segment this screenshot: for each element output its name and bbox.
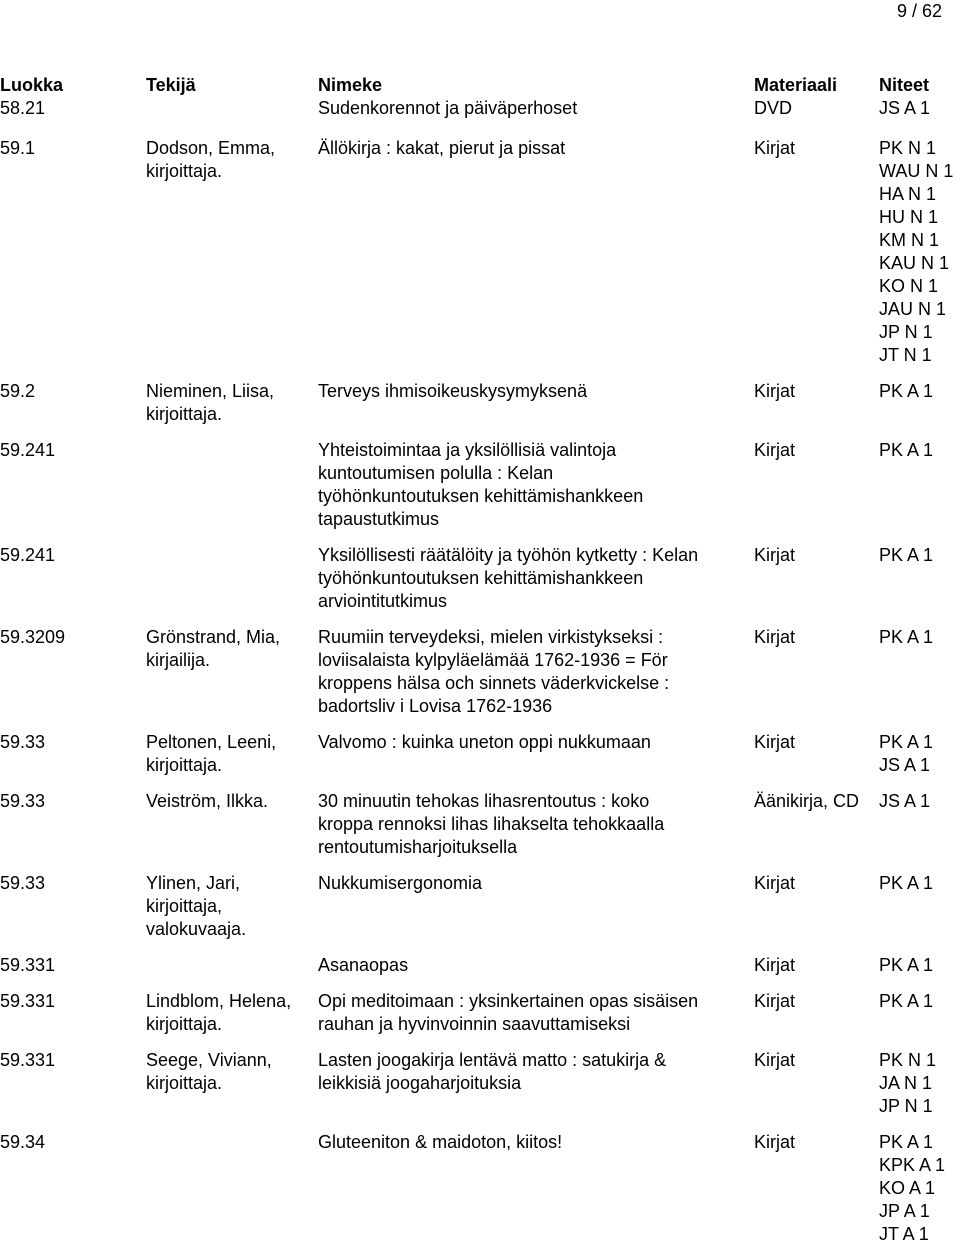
nimeke-cell	[318, 439, 750, 531]
table-row	[0, 137, 960, 367]
niteet-line: JAU N 1	[879, 299, 947, 319]
tekija-line: Dodson, Emma,	[146, 138, 276, 158]
nimeke-line: Ällökirja : kakat, pierut ja pissat	[318, 138, 566, 158]
materiaali-cell: Kirjat	[754, 955, 796, 975]
nimeke-line: Terveys ihmisoikeuskysymyksenä	[318, 381, 588, 401]
niteet-line: JS A 1	[879, 98, 931, 118]
tekija-cell	[146, 872, 312, 941]
niteet-line: JS A 1	[879, 755, 931, 775]
niteet-cell	[879, 872, 960, 895]
nimeke-line: Valvomo : kuinka uneton oppi nukkumaan	[318, 732, 651, 752]
nimeke-line: Gluteeniton & maidoton, kiitos!	[318, 1132, 563, 1152]
tekija-line: Seege, Viviann,	[146, 1050, 272, 1070]
nimeke-line: Yksilöllisesti räätälöity ja työhön kytketty : Kelan	[318, 545, 699, 565]
materiaali-cell: Kirjat	[754, 138, 796, 158]
niteet-line: KM N 1	[879, 230, 940, 250]
nimeke-line: kroppa rennoksi lihas lihakselta tehokkaalla	[318, 814, 665, 834]
luokka-cell: 59.331	[0, 991, 56, 1011]
nimeke-line: Sudenkorennot ja päiväperhoset	[318, 98, 578, 118]
header-nimeke: Nimeke	[318, 75, 383, 95]
niteet-cell	[879, 1131, 960, 1246]
nimeke-line: rauhan ja hyvinvoinnin saavuttamiseksi	[318, 1014, 631, 1034]
tekija-line: Peltonen, Leeni,	[146, 732, 277, 752]
tekija-line: valokuvaaja.	[146, 919, 247, 939]
niteet-line: PK A 1	[879, 873, 934, 893]
luokka-cell: 59.33	[0, 873, 46, 893]
materiaali-cell: DVD	[754, 98, 793, 118]
materiaali-cell: Kirjat	[754, 1050, 796, 1070]
luokka-cell: 58.21	[0, 98, 46, 118]
luokka-cell: 59.33	[0, 732, 46, 752]
table-row	[0, 872, 960, 941]
luokka-cell: 59.34	[0, 1132, 46, 1152]
luokka-cell: 59.241	[0, 440, 56, 460]
luokka-cell: 59.2	[0, 381, 36, 401]
niteet-line: KO N 1	[879, 276, 939, 296]
luokka-cell: 59.1	[0, 138, 36, 158]
materiaali-cell: Kirjat	[754, 991, 796, 1011]
luokka-cell: 59.33	[0, 791, 46, 811]
niteet-line: JT N 1	[879, 345, 932, 365]
niteet-line: PK A 1	[879, 732, 934, 752]
tekija-line: kirjoittaja.	[146, 1073, 223, 1093]
materiaali-cell: Äänikirja, CD	[754, 791, 860, 811]
niteet-cell	[879, 990, 960, 1013]
niteet-cell	[879, 97, 960, 120]
niteet-line: KPK A 1	[879, 1155, 946, 1175]
table-row	[0, 626, 960, 718]
table-row	[0, 954, 960, 977]
header-luokka: Luokka	[0, 75, 64, 95]
materiaali-cell: Kirjat	[754, 732, 796, 752]
tekija-line: Grönstrand, Mia,	[146, 627, 281, 647]
tekija-line: kirjoittaja.	[146, 755, 223, 775]
materiaali-cell: Kirjat	[754, 1132, 796, 1152]
tekija-cell	[146, 1049, 312, 1095]
nimeke-line: Nukkumisergonomia	[318, 873, 483, 893]
niteet-line: HU N 1	[879, 207, 939, 227]
luokka-cell: 59.3209	[0, 627, 66, 647]
catalog-table	[0, 97, 960, 1259]
niteet-cell	[879, 439, 960, 462]
luokka-cell: 59.331	[0, 1050, 56, 1070]
table-row	[0, 544, 960, 613]
niteet-cell	[879, 626, 960, 649]
nimeke-cell	[318, 626, 750, 718]
tekija-line: kirjoittaja.	[146, 404, 223, 424]
materiaali-cell: Kirjat	[754, 873, 796, 893]
niteet-line: PK A 1	[879, 381, 934, 401]
niteet-cell	[879, 544, 960, 567]
niteet-line: PK N 1	[879, 1050, 937, 1070]
niteet-line: PK N 1	[879, 138, 937, 158]
niteet-line: JA N 1	[879, 1073, 933, 1093]
nimeke-line: tapaustutkimus	[318, 509, 440, 529]
nimeke-line: kuntoutumisen polulla : Kelan	[318, 463, 554, 483]
niteet-line: PK A 1	[879, 991, 934, 1011]
nimeke-cell	[318, 790, 750, 859]
nimeke-cell	[318, 954, 750, 977]
nimeke-cell	[318, 872, 750, 895]
niteet-line: KAU N 1	[879, 253, 950, 273]
tekija-cell	[146, 731, 312, 777]
niteet-line: JP A 1	[879, 1201, 930, 1221]
nimeke-line: 30 minuutin tehokas lihasrentoutus : koko	[318, 791, 650, 811]
nimeke-line: badortsliv i Lovisa 1762-1936	[318, 696, 553, 716]
tekija-line: Veiström, Ilkka.	[146, 791, 269, 811]
nimeke-cell	[318, 1131, 750, 1154]
header-tekija: Tekijä	[146, 75, 196, 95]
nimeke-cell	[318, 137, 750, 160]
niteet-line: JP N 1	[879, 322, 933, 342]
niteet-cell	[879, 380, 960, 403]
niteet-line: KO A 1	[879, 1178, 936, 1198]
header-materiaali: Materiaali	[754, 75, 838, 95]
luokka-cell: 59.331	[0, 955, 56, 975]
table-header	[0, 74, 960, 97]
nimeke-line: leikkisiä joogaharjoituksia	[318, 1073, 522, 1093]
table-row	[0, 1049, 960, 1118]
nimeke-line: loviisalaista kylpyläelämää 1762-1936 = För	[318, 650, 668, 670]
luokka-cell: 59.241	[0, 545, 56, 565]
table-row	[0, 790, 960, 859]
tekija-line: kirjailija.	[146, 650, 211, 670]
table-row	[0, 97, 960, 120]
niteet-cell	[879, 137, 960, 367]
table-row	[0, 380, 960, 426]
niteet-cell	[879, 731, 960, 777]
tekija-line: kirjoittaja.	[146, 1014, 223, 1034]
nimeke-line: Ruumiin terveydeksi, mielen virkistykseksi :	[318, 627, 664, 647]
niteet-line: PK A 1	[879, 955, 934, 975]
page-number: 9 / 62	[896, 1, 942, 21]
niteet-line: PK A 1	[879, 1132, 934, 1152]
materiaali-cell: Kirjat	[754, 440, 796, 460]
niteet-line: PK A 1	[879, 627, 934, 647]
nimeke-line: Asanaopas	[318, 955, 409, 975]
header-niteet: Niteet	[879, 75, 930, 95]
niteet-cell	[879, 1049, 960, 1118]
nimeke-line: arviointitutkimus	[318, 591, 448, 611]
tekija-cell	[146, 790, 312, 813]
nimeke-cell	[318, 97, 750, 120]
nimeke-line: Lasten joogakirja lentävä matto : satukirja &	[318, 1050, 667, 1070]
niteet-line: WAU N 1	[879, 161, 954, 181]
niteet-line: JT A 1	[879, 1224, 929, 1244]
nimeke-line: työhönkuntoutuksen kehittämishankkeen	[318, 486, 644, 506]
niteet-line: JS A 1	[879, 791, 931, 811]
table-row	[0, 990, 960, 1036]
tekija-cell	[146, 137, 312, 183]
materiaali-cell: Kirjat	[754, 381, 796, 401]
nimeke-line: työhönkuntoutuksen kehittämishankkeen	[318, 568, 644, 588]
nimeke-line: Yhteistoimintaa ja yksilöllisiä valintoja	[318, 440, 617, 460]
tekija-cell	[146, 626, 312, 672]
niteet-line: PK A 1	[879, 440, 934, 460]
nimeke-line: kroppens hälsa och sinnets väderkvickelse :	[318, 673, 670, 693]
nimeke-cell	[318, 544, 750, 613]
table-row	[0, 439, 960, 531]
tekija-line: Lindblom, Helena,	[146, 991, 292, 1011]
materiaali-cell: Kirjat	[754, 545, 796, 565]
table-row	[0, 731, 960, 777]
tekija-cell	[146, 380, 312, 426]
nimeke-cell	[318, 731, 750, 754]
niteet-line: PK A 1	[879, 545, 934, 565]
tekija-line: kirjoittaja.	[146, 161, 223, 181]
table-row	[0, 1131, 960, 1246]
nimeke-line: Opi meditoimaan : yksinkertainen opas sisäisen	[318, 991, 699, 1011]
tekija-line: Ylinen, Jari,	[146, 873, 241, 893]
nimeke-cell	[318, 1049, 750, 1095]
materiaali-cell: Kirjat	[754, 627, 796, 647]
tekija-cell	[146, 990, 312, 1036]
tekija-line: Nieminen, Liisa,	[146, 381, 275, 401]
niteet-line: JP N 1	[879, 1096, 933, 1116]
nimeke-cell	[318, 990, 750, 1036]
niteet-line: HA N 1	[879, 184, 937, 204]
niteet-cell	[879, 790, 960, 813]
tekija-line: kirjoittaja,	[146, 896, 223, 916]
niteet-cell	[879, 954, 960, 977]
nimeke-cell	[318, 380, 750, 403]
nimeke-line: rentoutumisharjoituksella	[318, 837, 518, 857]
